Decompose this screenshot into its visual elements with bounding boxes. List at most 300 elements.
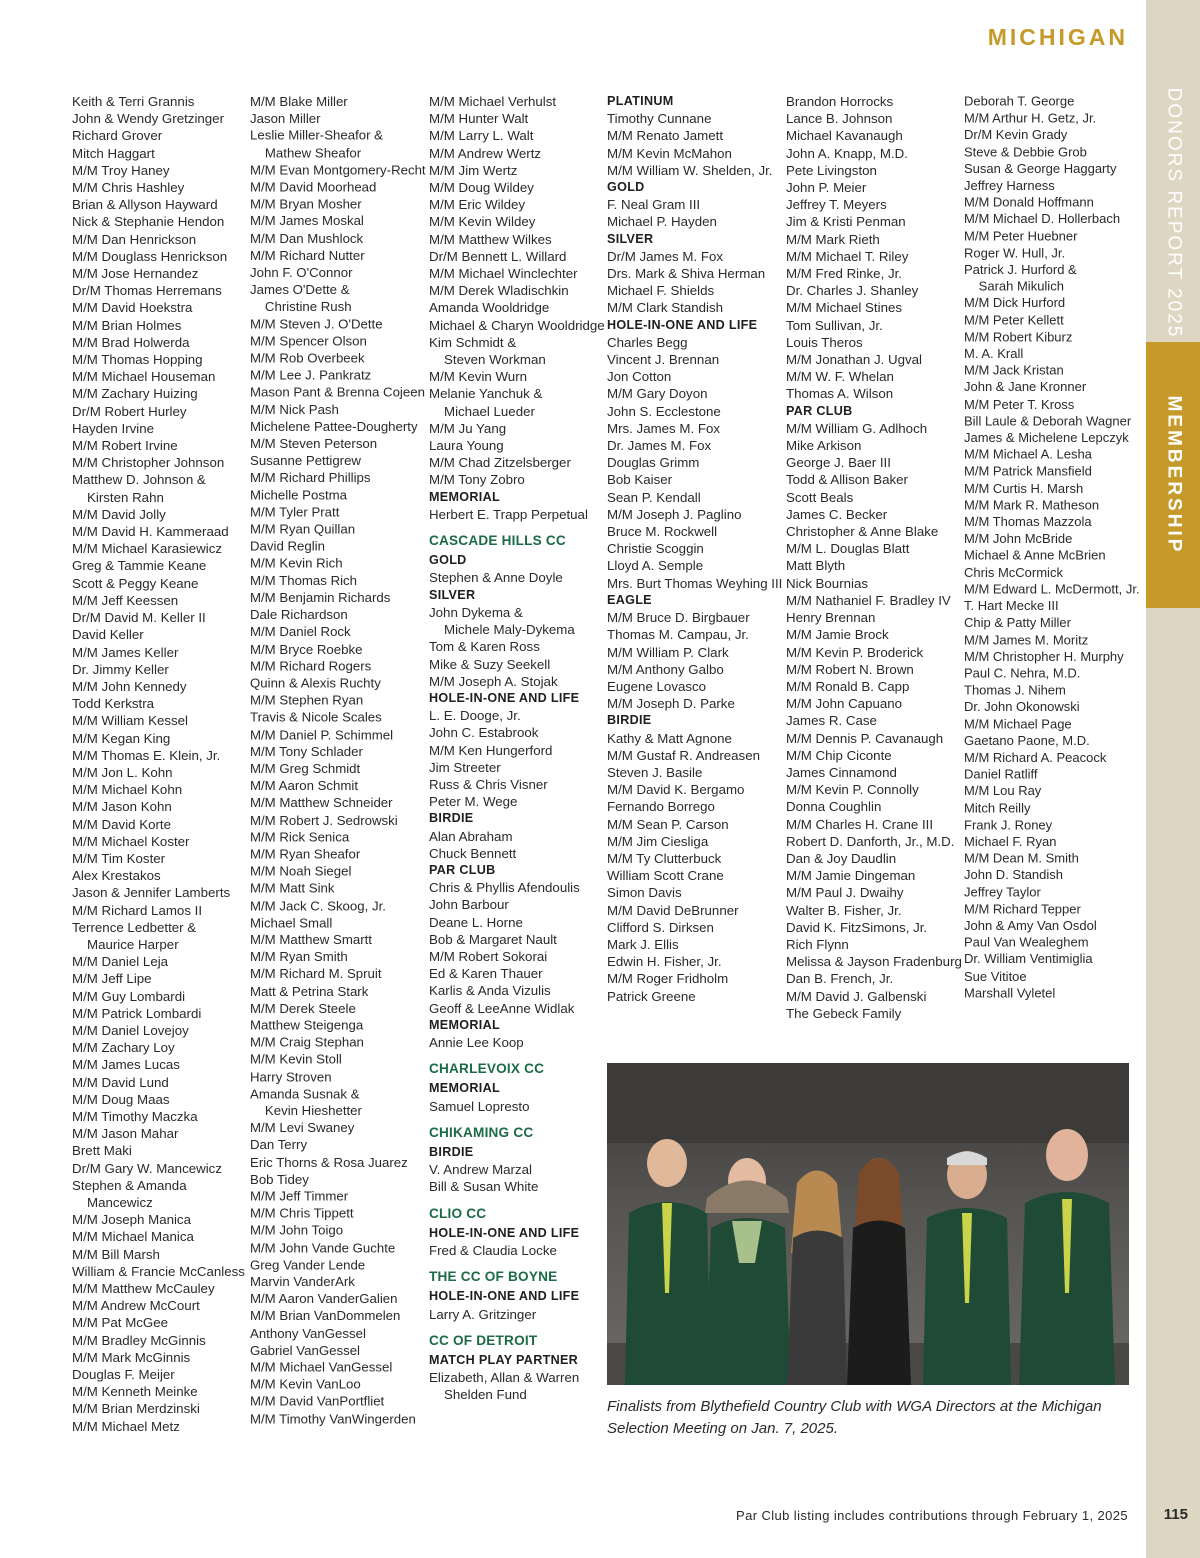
- donor-name: Dr/M Kevin Grady: [964, 127, 1068, 143]
- donor-name: M/M Troy Haney: [72, 162, 170, 178]
- donor-name: Marvin VanderArk: [250, 1274, 355, 1290]
- donor-name: David K. FitzSimons, Jr.: [786, 919, 928, 935]
- donor-name: Douglas F. Meijer: [72, 1367, 175, 1383]
- donor-name: Matthew D. Johnson &: [72, 472, 206, 488]
- donor-name: Timothy Cunnane: [607, 111, 712, 127]
- donor-name: John & Jane Kronner: [964, 379, 1087, 395]
- donor-name: M/M Chris Tippett: [250, 1205, 354, 1221]
- club-heading: CLIO CC: [429, 1205, 487, 1221]
- donor-name: Louis Theros: [786, 334, 863, 350]
- donor-name: M/M Mark McGinnis: [72, 1349, 191, 1365]
- donor-name: M/M Richard A. Peacock: [964, 749, 1107, 765]
- donor-name: M/M Peter Huebner: [964, 228, 1078, 244]
- donor-name: M/M Matt Sink: [250, 880, 335, 896]
- donor-name: M/M David Jolly: [72, 506, 166, 522]
- donor-name: Michael & Charyn Wooldridge: [429, 317, 605, 333]
- donor-name: M/M Robert Irvine: [72, 438, 178, 454]
- donor-name: M/M William G. Adlhoch: [786, 420, 928, 436]
- donor-name: Todd Kerkstra: [72, 696, 155, 712]
- donor-name: Mitch Reilly: [964, 800, 1031, 816]
- donor-name: M/M Evan Montgomery-Recht: [250, 162, 426, 178]
- donor-name: M/M Paul J. Dwaihy: [786, 885, 904, 901]
- donor-name: John Barbour: [429, 897, 509, 913]
- donor-name: Scott & Peggy Keane: [72, 575, 199, 591]
- club-heading: CASCADE HILLS CC: [429, 533, 566, 549]
- donor-name: M/M Rob Overbeek: [250, 350, 365, 366]
- donor-name: David Keller: [72, 627, 144, 643]
- donor-name: Thomas A. Wilson: [786, 386, 894, 402]
- donor-name: Quinn & Alexis Ruchty: [250, 675, 381, 691]
- donor-name: M/M John Kennedy: [72, 678, 187, 694]
- donor-name: Michael P. Hayden: [607, 214, 717, 230]
- donor-name: Patrick J. Hurford &: [964, 262, 1077, 277]
- giving-level-heading: MATCH PLAY PARTNER: [429, 1353, 579, 1368]
- donor-name: Amanda Wooldridge: [429, 300, 550, 316]
- donor-name: Dr. Jimmy Keller: [72, 661, 169, 677]
- donor-name: Dr/M Gary W. Mancewicz: [72, 1160, 222, 1176]
- donor-name: M/M Ryan Smith: [250, 949, 348, 965]
- donor-name: M/M James Moskal: [250, 213, 364, 229]
- donor-name: M/M David DeBrunner: [607, 902, 739, 918]
- donor-name: Thomas J. Nihem: [964, 682, 1066, 698]
- donor-name: M/M Bill Marsh: [72, 1246, 160, 1262]
- donor-name: M/M Hunter Walt: [429, 111, 529, 127]
- donor-name: M/M Timothy VanWingerden: [250, 1411, 416, 1427]
- donor-name: M/M Tony Zobro: [429, 472, 525, 488]
- donor-name: Chris & Phyllis Afendoulis: [429, 880, 580, 896]
- donor-name: M/M William P. Clark: [607, 644, 729, 660]
- donor-name: M/M Ryan Quillan: [250, 521, 356, 537]
- donor-name: Mike Arkison: [786, 438, 862, 454]
- donor-name: Edwin H. Fisher, Jr.: [607, 954, 722, 970]
- group-photo-illustration: [607, 1063, 1129, 1385]
- donor-name: Brett Maki: [72, 1143, 132, 1159]
- donor-name: John P. Meier: [786, 180, 867, 196]
- donor-name: Bill & Susan White: [429, 1179, 539, 1195]
- donor-name: George J. Baer III: [786, 455, 891, 471]
- donor-name: Dr/M David M. Keller II: [72, 610, 206, 626]
- donor-name: Sean P. Kendall: [607, 489, 701, 505]
- donor-name: Brandon Horrocks: [786, 94, 894, 109]
- donor-name: M/M Mark Rieth: [786, 231, 880, 247]
- donor-name: Brian & Allyson Hayward: [72, 197, 218, 213]
- donor-name: M/M Richard Lamos II: [72, 902, 203, 918]
- donor-name: James C. Becker: [786, 506, 888, 522]
- donor-name: Daniel Ratliff: [964, 766, 1038, 782]
- donor-name: Matthew Steigenga: [250, 1017, 364, 1033]
- club-heading: CHIKAMING CC: [429, 1124, 534, 1140]
- donor-name: M/M Jonathan J. Ugval: [786, 352, 922, 368]
- donor-name: M/M Brian Merdzinski: [72, 1401, 200, 1417]
- donor-name: M/M Curtis H. Marsh: [964, 480, 1084, 496]
- donor-name: M/M Jim Ciesliga: [607, 833, 709, 849]
- donor-name: M/M Jeff Timmer: [250, 1188, 349, 1204]
- donor-name: M/M Robert Kiburz: [964, 329, 1073, 345]
- donor-name: V. Andrew Marzal: [429, 1162, 532, 1178]
- donor-name: Melissa & Jayson Fradenburg: [786, 954, 962, 970]
- giving-level-heading: HOLE-IN-ONE AND LIFE: [429, 690, 580, 705]
- donor-name: M/M Michael A. Lesha: [964, 447, 1092, 462]
- donor-column-3: [429, 93, 605, 1404]
- donor-name: Travis & Nicole Scales: [250, 709, 382, 725]
- group-photo: [607, 1063, 1129, 1385]
- giving-level-heading: MEMORIAL: [429, 489, 500, 504]
- donor-name: M/M David Moorhead: [250, 179, 377, 195]
- donor-name: M. A. Krall: [964, 346, 1024, 361]
- donor-name: Mitch Haggart: [72, 145, 155, 161]
- donor-name: M/M Michael Manica: [72, 1229, 194, 1245]
- club-heading: CC OF DETROIT: [429, 1332, 538, 1348]
- donor-name: Pete Livingston: [786, 162, 877, 178]
- donor-name: Mathew Sheafor: [264, 145, 362, 161]
- donor-name: M/M Kevin Rich: [250, 555, 343, 571]
- donor-name: M/M Jeff Keessen: [72, 592, 179, 608]
- donor-name: M/M Brian VanDommelen: [250, 1308, 401, 1324]
- donor-name: M/M Richard M. Spruit: [250, 966, 382, 982]
- donor-name: M/M Jon L. Kohn: [72, 764, 173, 780]
- donor-name: Clifford S. Dirksen: [607, 919, 714, 935]
- donor-name: M/M Peter Kellett: [964, 312, 1064, 328]
- donor-name: M/M Patrick Mansfield: [964, 464, 1092, 479]
- donor-name: Paul Van Wealeghem: [964, 935, 1089, 950]
- donor-name: Deborah T. George: [964, 93, 1075, 109]
- donor-name: Douglas Grimm: [607, 455, 700, 471]
- donor-name: M/M Daniel P. Schimmel: [250, 726, 394, 742]
- donor-name: M/M Brad Holwerda: [72, 334, 190, 350]
- donor-name: M/M Kevin VanLoo: [250, 1376, 361, 1392]
- donor-name: M/M Robert J. Sedrowski: [250, 812, 398, 828]
- donor-name: M/M Steven Peterson: [250, 436, 378, 452]
- donor-name: M/M Timothy Maczka: [72, 1108, 198, 1124]
- donor-name: Alex Krestakos: [72, 868, 161, 884]
- people-figures: [625, 1129, 1115, 1385]
- donor-name: M/M John Capuano: [786, 696, 903, 712]
- donor-name: Susan & George Haggarty: [964, 161, 1117, 176]
- donor-name: Scott Beals: [786, 489, 854, 505]
- donor-name: M/M James Keller: [72, 644, 179, 660]
- donor-name: M/M William Kessel: [72, 713, 188, 729]
- donor-name: Drs. Mark & Shiva Herman: [607, 266, 766, 282]
- donor-name: M/M Ju Yang: [429, 420, 507, 436]
- donor-name: Jason Miller: [250, 111, 321, 127]
- donor-name: Todd & Allison Baker: [786, 472, 908, 488]
- donor-name: M/M Gary Doyon: [607, 386, 708, 402]
- donor-name: Russ & Chris Visner: [429, 776, 548, 792]
- donor-name: Larry A. Gritzinger: [429, 1306, 537, 1322]
- donor-name: Mark J. Ellis: [607, 936, 679, 952]
- donor-name: M/M Andrew Wertz: [429, 145, 542, 161]
- donor-name: M/M Kevin Stoll: [250, 1051, 342, 1067]
- donor-name: Steven J. Basile: [607, 764, 703, 780]
- donor-name: M/M Ronald B. Capp: [786, 678, 910, 694]
- donor-name: Donna Coughlin: [786, 799, 882, 815]
- donor-name: M/M Joseph J. Paglino: [607, 506, 742, 522]
- donor-name: M/M Charles H. Crane III: [786, 816, 934, 832]
- donor-name: Bob & Margaret Nault: [429, 931, 557, 947]
- donor-name: Samuel Lopresto: [429, 1098, 530, 1114]
- donor-name: M/M Noah Siegel: [250, 863, 352, 879]
- photo-caption: Finalists from Blythefield Country Club with WGA Directors at the Michigan Selection Meeting on Jan. 7, 2025.: [607, 1398, 1102, 1437]
- donor-name: M/M Clark Standish: [607, 300, 724, 316]
- donor-name: M/M David J. Galbenski: [786, 988, 927, 1004]
- donor-name: M/M Kevin Wildey: [429, 214, 536, 230]
- donor-name: M/M Rick Senica: [250, 829, 350, 845]
- donor-name: M/M Chip Ciconte: [786, 747, 892, 763]
- donor-name: M/M L. Douglas Blatt: [786, 541, 910, 557]
- donor-name: M/M Kevin P. Connolly: [786, 782, 919, 798]
- donor-name: John & Wendy Gretzinger: [72, 111, 225, 127]
- donor-name: James R. Case: [786, 713, 877, 729]
- giving-level-heading: GOLD: [607, 180, 645, 195]
- donor-name: John S. Ecclestone: [607, 403, 721, 419]
- giving-level-heading: PAR CLUB: [429, 862, 496, 877]
- donor-name: Keith & Terri Grannis: [72, 94, 195, 109]
- donor-name: M/M Richard Rogers: [250, 658, 372, 674]
- donor-name: M/M Anthony Galbo: [607, 661, 724, 677]
- donor-name: M/M Michael Kohn: [72, 782, 183, 798]
- donor-name: Jeffrey T. Meyers: [786, 197, 887, 213]
- donor-name: M/M Steven J. O'Dette: [250, 316, 383, 332]
- donor-name: Michelle Postma: [250, 487, 347, 503]
- donor-name: M/M Levi Swaney: [250, 1120, 355, 1136]
- donor-name: M/M Arthur H. Getz, Jr.: [964, 110, 1097, 126]
- donor-name: Jeffrey Taylor: [964, 884, 1041, 900]
- donor-name: Karlis & Anda Vizulis: [429, 983, 551, 999]
- donor-name: M/M Dennis P. Cavanaugh: [786, 730, 944, 746]
- donor-name: The Gebeck Family: [786, 1005, 902, 1021]
- donor-name: John D. Standish: [964, 867, 1064, 883]
- donor-name: Dr/M James M. Fox: [607, 248, 723, 264]
- donor-name: M/M David Hoekstra: [72, 300, 193, 316]
- donor-name: Michael Small: [250, 915, 333, 930]
- donor-name: M/M Gustaf R. Andreasen: [607, 747, 760, 763]
- donor-name: William Scott Crane: [607, 868, 724, 884]
- donor-name: M/M Michael Metz: [72, 1418, 180, 1434]
- donor-name: Kirsten Rahn: [87, 489, 164, 505]
- donor-name: M/M Mark R. Matheson: [964, 497, 1100, 513]
- donor-name: M/M Aaron Schmit: [250, 778, 359, 794]
- donor-name: Melanie Yanchuk &: [429, 386, 543, 402]
- donor-name: M/M Robert Sokorai: [429, 948, 548, 964]
- donor-name: Chris McCormick: [964, 564, 1063, 580]
- donor-name: Michael F. Ryan: [964, 834, 1057, 849]
- giving-level-heading: MEMORIAL: [429, 1081, 500, 1096]
- donor-name: Gaetano Paone, M.D.: [964, 733, 1090, 748]
- donor-name: Dan B. French, Jr.: [786, 971, 894, 987]
- donor-name: Stephen & Anne Doyle: [429, 570, 563, 586]
- donor-column-6: [964, 93, 1140, 1001]
- donor-name: Alan Abraham: [429, 828, 513, 844]
- donor-name: M/M Thomas Hopping: [72, 352, 203, 368]
- donor-name: M/M Jose Hernandez: [72, 266, 199, 282]
- giving-level-heading: BIRDIE: [607, 713, 652, 728]
- donor-name: Eric Thorns & Rosa Juarez: [250, 1154, 408, 1170]
- donor-name: Rich Flynn: [786, 936, 849, 952]
- donor-name: M/M Jeff Lipe: [72, 971, 152, 987]
- donor-name: M/M Derek Steele: [250, 1000, 356, 1016]
- giving-level-heading: GOLD: [429, 553, 467, 568]
- giving-level-heading: MEMORIAL: [429, 1017, 500, 1032]
- donor-name: Michael Lueder: [444, 403, 535, 419]
- donor-name: M/M Michael D. Hollerbach: [964, 211, 1121, 227]
- donor-name: Jim & Kristi Penman: [786, 214, 906, 230]
- donor-name: Dr/M Bennett L. Willard: [429, 248, 567, 264]
- state-heading: MICHIGAN: [987, 24, 1128, 50]
- page-number: 115: [1163, 1506, 1188, 1523]
- donor-name: Patrick Greene: [607, 988, 696, 1004]
- donor-name: John Dykema &: [429, 604, 523, 620]
- donor-name: M/M Bryce Roebke: [250, 641, 363, 657]
- donor-name: Stephen & Amanda: [72, 1177, 187, 1193]
- giving-level-heading: SILVER: [429, 587, 476, 602]
- donors-report-label: DONORS REPORT 2025: [1163, 87, 1184, 339]
- donor-name: M/M James M. Moritz: [964, 632, 1089, 647]
- donor-name: M/M Ken Hungerford: [429, 742, 553, 758]
- donor-name: M/M Richard Phillips: [250, 470, 371, 486]
- donor-name: M/M Blake Miller: [250, 93, 348, 109]
- donor-name: M/M Brian Holmes: [72, 317, 182, 333]
- donor-name: Deane L. Horne: [429, 914, 523, 930]
- donor-name: M/M Pat McGee: [72, 1315, 169, 1331]
- donor-name: M/M Doug Wildey: [429, 180, 534, 196]
- club-heading: THE CC OF BOYNE: [429, 1269, 558, 1285]
- donor-name: Tom Sullivan, Jr.: [786, 317, 883, 333]
- donor-name: Herbert E. Trapp Perpetual: [429, 506, 588, 522]
- donor-name: M/M Doug Maas: [72, 1091, 170, 1107]
- giving-level-heading: HOLE-IN-ONE AND LIFE: [429, 1289, 580, 1304]
- donor-name: M/M Joseph Manica: [72, 1212, 191, 1228]
- donor-name: Mike & Suzy Seekell: [429, 656, 551, 672]
- donor-name: Annie Lee Koop: [429, 1034, 524, 1050]
- donor-name: M/M Bryan Mosher: [250, 196, 362, 212]
- donor-name: M/M Christopher H. Murphy: [964, 649, 1124, 664]
- donor-name: Christopher & Anne Blake: [786, 524, 939, 540]
- donor-name: M/M Daniel Leja: [72, 954, 169, 970]
- donor-name: Harry Stroven: [250, 1069, 332, 1084]
- donor-name: M/M Fred Rinke, Jr.: [786, 266, 902, 282]
- footer-note: Par Club listing includes contributions through February 1, 2025: [736, 1508, 1128, 1523]
- donor-name: Dan & Joy Daudlin: [786, 850, 897, 866]
- donor-name: Dan Terry: [250, 1137, 308, 1153]
- donor-name: David Reglin: [250, 538, 325, 554]
- donor-name: Steven Workman: [444, 352, 546, 368]
- donor-name: Matt Blyth: [786, 558, 846, 574]
- donor-name: M/M Derek Wladischkin: [429, 283, 569, 299]
- donor-name: Fred & Claudia Locke: [429, 1243, 557, 1258]
- club-heading: CHARLEVOIX CC: [429, 1061, 545, 1077]
- membership-tab: MEMBERSHIP: [1146, 342, 1200, 608]
- donor-name: M/M Benjamin Richards: [250, 590, 391, 605]
- donor-name: M/M Larry L. Walt: [429, 128, 534, 144]
- donor-name: Thomas M. Campau, Jr.: [607, 627, 749, 643]
- donor-name: Sue Vititoe: [964, 968, 1027, 984]
- donor-column-2: [250, 93, 426, 1427]
- donor-name: John F. O'Connor: [250, 265, 353, 280]
- donor-name: Richard Grover: [72, 128, 163, 144]
- donor-name: M/M Sean P. Carson: [607, 816, 729, 832]
- donor-name: M/M Ty Clutterbuck: [607, 850, 722, 866]
- donor-name: M/M Lee J. Pankratz: [250, 367, 372, 383]
- donor-name: M/M Richard Tepper: [964, 901, 1081, 917]
- donor-name: Jeffrey Harness: [964, 178, 1055, 193]
- donor-name: M/M Nathaniel F. Bradley IV: [786, 592, 951, 608]
- donor-name: Matt & Petrina Stark: [250, 983, 369, 999]
- donor-name: Ed & Karen Thauer: [429, 966, 543, 982]
- donor-name: William & Francie McCanless: [72, 1263, 245, 1279]
- donor-name: Kevin Hieshetter: [264, 1103, 362, 1119]
- donor-column-1: [72, 93, 245, 1435]
- donor-name: Sarah Mikulich: [978, 279, 1064, 294]
- donor-name: Elizabeth, Allan & Warren: [429, 1370, 580, 1386]
- donor-name: M/M W. F. Whelan: [786, 369, 894, 385]
- donor-name: M/M Matthew Wilkes: [429, 231, 552, 247]
- donor-name: M/M Eric Wildey: [429, 197, 526, 213]
- donor-name: Dr. Charles J. Shanley: [786, 283, 919, 299]
- donor-name: M/M Patrick Lombardi: [72, 1005, 202, 1021]
- donor-name: Greg Vander Lende: [250, 1257, 366, 1273]
- donor-name: M/M Joseph D. Parke: [607, 696, 735, 712]
- donor-column-4: [607, 93, 782, 1005]
- donor-name: M/M Zachary Huizing: [72, 386, 198, 402]
- donor-name: Roger W. Hull, Jr.: [964, 245, 1066, 261]
- donor-name: Walter B. Fisher, Jr.: [786, 902, 902, 918]
- donor-name: M/M John Vande Guchte: [250, 1240, 396, 1256]
- donor-name: M/M Aaron VanderGalien: [250, 1291, 398, 1307]
- donor-name: M/M Michael T. Riley: [786, 248, 909, 264]
- donor-name: M/M Dan Mushlock: [250, 230, 364, 246]
- donor-name: Michele Maly-Dykema: [444, 622, 575, 638]
- donor-name: Simon Davis: [607, 885, 682, 901]
- donor-name: Charles Begg: [607, 334, 688, 350]
- donor-name: Kim Schmidt &: [429, 334, 517, 350]
- donor-name: M/M Matthew Schneider: [250, 795, 393, 811]
- giving-level-heading: HOLE-IN-ONE AND LIFE: [607, 317, 758, 332]
- donor-name: M/M Kenneth Meinke: [72, 1384, 198, 1400]
- donor-name: M/M Michael Karasiewicz: [72, 541, 222, 557]
- donor-name: M/M Kevin McMahon: [607, 145, 732, 161]
- donor-name: Nick Bournias: [786, 575, 869, 591]
- donor-name: Jim Streeter: [429, 759, 501, 775]
- donor-name: M/M Robert N. Brown: [786, 661, 914, 677]
- donor-name: M/M Matthew Smartt: [250, 932, 372, 948]
- giving-level-heading: PAR CLUB: [786, 403, 853, 418]
- donor-name: M/M Zachary Loy: [72, 1040, 175, 1056]
- giving-level-heading: BIRDIE: [429, 811, 474, 826]
- donor-name: Frank J. Roney: [964, 817, 1053, 832]
- donor-name: M/M Chad Zitzelsberger: [429, 455, 571, 471]
- donor-name: M/M Kevin Wurn: [429, 369, 528, 385]
- donor-name: M/M Jack Kristan: [964, 363, 1064, 378]
- donor-name: M/M Dan Henrickson: [72, 231, 197, 247]
- donor-name: M/M John McBride: [964, 531, 1073, 546]
- donor-name: M/M Douglass Henrickson: [72, 248, 228, 264]
- donor-name: Greg & Tammie Keane: [72, 558, 207, 574]
- donor-name: M/M Edward L. McDermott, Jr.: [964, 581, 1140, 597]
- donor-name: Leslie Miller-Sheafor &: [250, 128, 384, 144]
- donor-name: James Cinnamond: [786, 764, 897, 780]
- giving-level-heading: PLATINUM: [607, 94, 674, 108]
- donor-name: M/M David VanPortfliet: [250, 1394, 385, 1409]
- donor-name: M/M Jason Mahar: [72, 1126, 179, 1142]
- donor-name: M/M Bradley McGinnis: [72, 1332, 206, 1348]
- donor-name: M/M Guy Lombardi: [72, 988, 186, 1004]
- giving-level-heading: EAGLE: [607, 592, 652, 607]
- donor-name: M/M William W. Shelden, Jr.: [607, 162, 773, 178]
- donor-name: Dr. John Okonowski: [964, 699, 1080, 715]
- donor-name: M/M Dick Hurford: [964, 295, 1066, 311]
- donor-name: M/M Thomas Rich: [250, 572, 358, 588]
- donor-name: Dr/M Robert Hurley: [72, 403, 187, 419]
